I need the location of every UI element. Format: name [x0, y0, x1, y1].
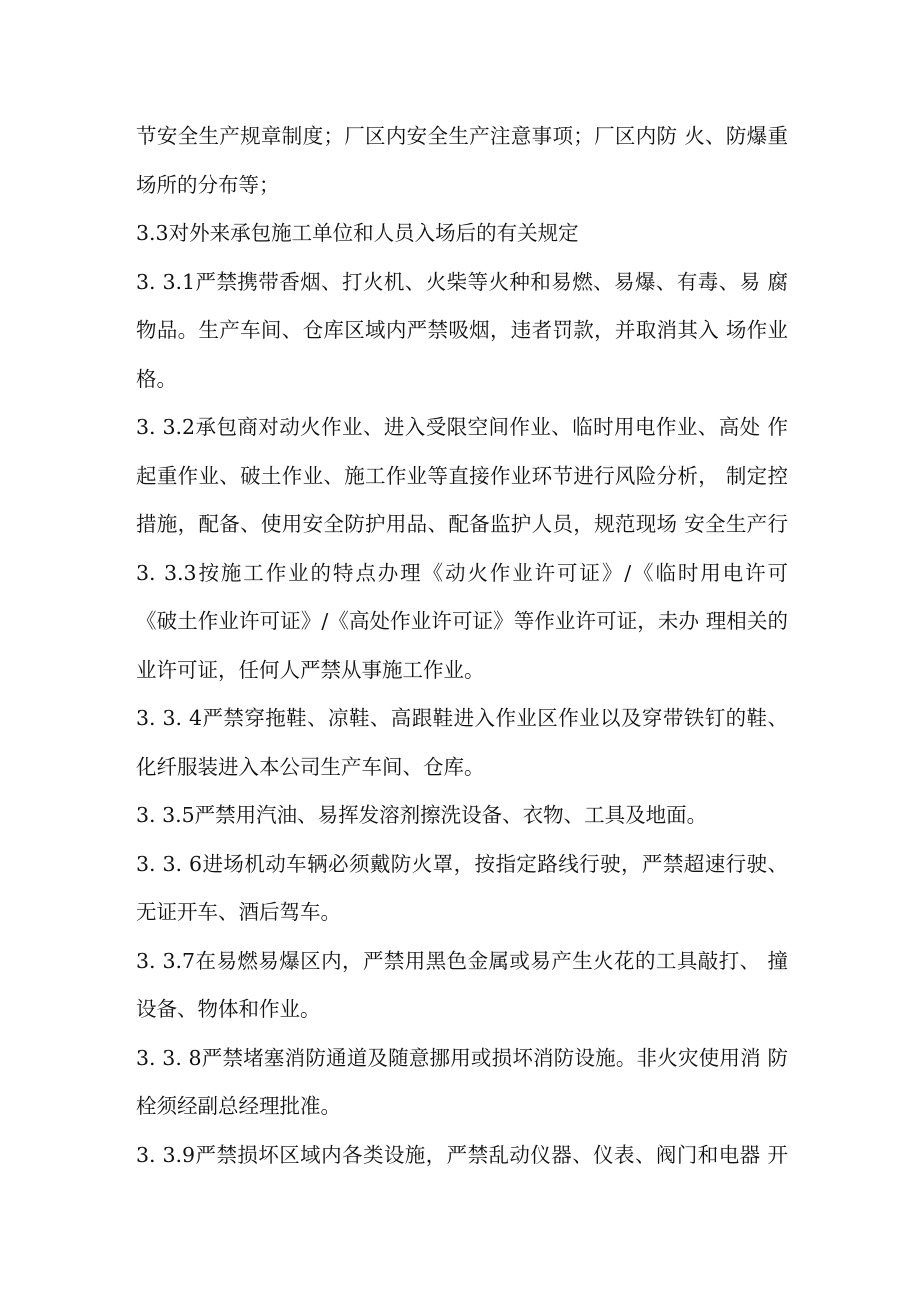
text-line: 化纤服装进入本公司生产车间、仓库。	[136, 754, 485, 779]
clause-3-3-8	[136, 1034, 788, 1131]
text-line: 3. 3.9严禁损坏区域内各类设施，严禁乱动仪器、仪表、阀门和电器 开	[136, 1142, 788, 1167]
text-line: 3. 3. 8严禁堵塞消防通道及随意挪用或损坏消防设施。非火灾使用消 防	[136, 1045, 788, 1070]
clause-3-3-9	[136, 1131, 788, 1180]
text-line: 场所的分布等；	[136, 172, 280, 197]
text-line: 3. 3. 4严禁穿拖鞋、凉鞋、高跟鞋进入作业区作业以及穿带铁钉的鞋、	[136, 706, 788, 730]
text-line: 设备、物体和作业。	[136, 997, 321, 1021]
clause-3-3-2	[136, 403, 788, 549]
text-line: 格。	[136, 366, 177, 391]
clause-3-3-4	[136, 694, 788, 791]
clause-3-3-3	[136, 549, 788, 695]
text-line: 《破土作业许可证》/《高处作业许可证》等作业许可证，未办 理相关的	[136, 609, 788, 633]
clause-3-3-5	[136, 791, 788, 840]
text-line: 措施，配备、使用安全防护用品、配备监护人员，规范现场 安全生产行	[136, 512, 788, 536]
text-line: 栓须经副总经理批准。	[136, 1094, 341, 1118]
text-line: 无证开车、酒后驾车。	[136, 900, 341, 924]
text-line: 3. 3.5严禁用汽油、易挥发溶剂擦洗设备、衣物、工具及地面。	[136, 803, 708, 827]
clause-3-3-1	[136, 258, 788, 404]
text-line: 起重作业、破土作业、施工作业等直接作业环节进行风险分析， 制定控	[136, 463, 788, 488]
text-line: 3. 3. 6进场机动车辆必须戴防火罩，按指定路线行驶，严禁超速行驶、	[136, 851, 788, 876]
text-line: 3. 3.2承包商对动火作业、进入受限空间作业、临时用电作业、高处 作	[136, 415, 788, 439]
text-line: 3. 3.3按施工作业的特点办理《动火作业许可证》/《临时用电许可	[136, 560, 788, 585]
clause-3-3-6	[136, 840, 788, 937]
text-line: 物品。生产车间、仓库区域内严禁吸烟，违者罚款，并取消其入 场作业	[136, 318, 788, 342]
clause-3-3-7	[136, 937, 788, 1034]
section-heading-3-3	[136, 209, 788, 258]
text-line: 3. 3.1严禁携带香烟、打火机、火柴等火种和易燃、易爆、有毒、易 腐	[136, 269, 788, 294]
text-line: 3.3对外来承包施工单位和人员入场后的有关规定	[136, 221, 579, 245]
text-line: 业许可证，任何人严禁从事施工作业。	[136, 657, 485, 682]
document-body	[136, 112, 788, 1179]
paragraph-continuation	[136, 112, 788, 209]
text-line: 3. 3.7在易燃易爆区内，严禁用黑色金属或易产生火花的工具敲打、 撞	[136, 948, 788, 973]
text-line: 节安全生产规章制度；厂区内安全生产注意事项；厂区内防 火、防爆重	[136, 124, 788, 148]
